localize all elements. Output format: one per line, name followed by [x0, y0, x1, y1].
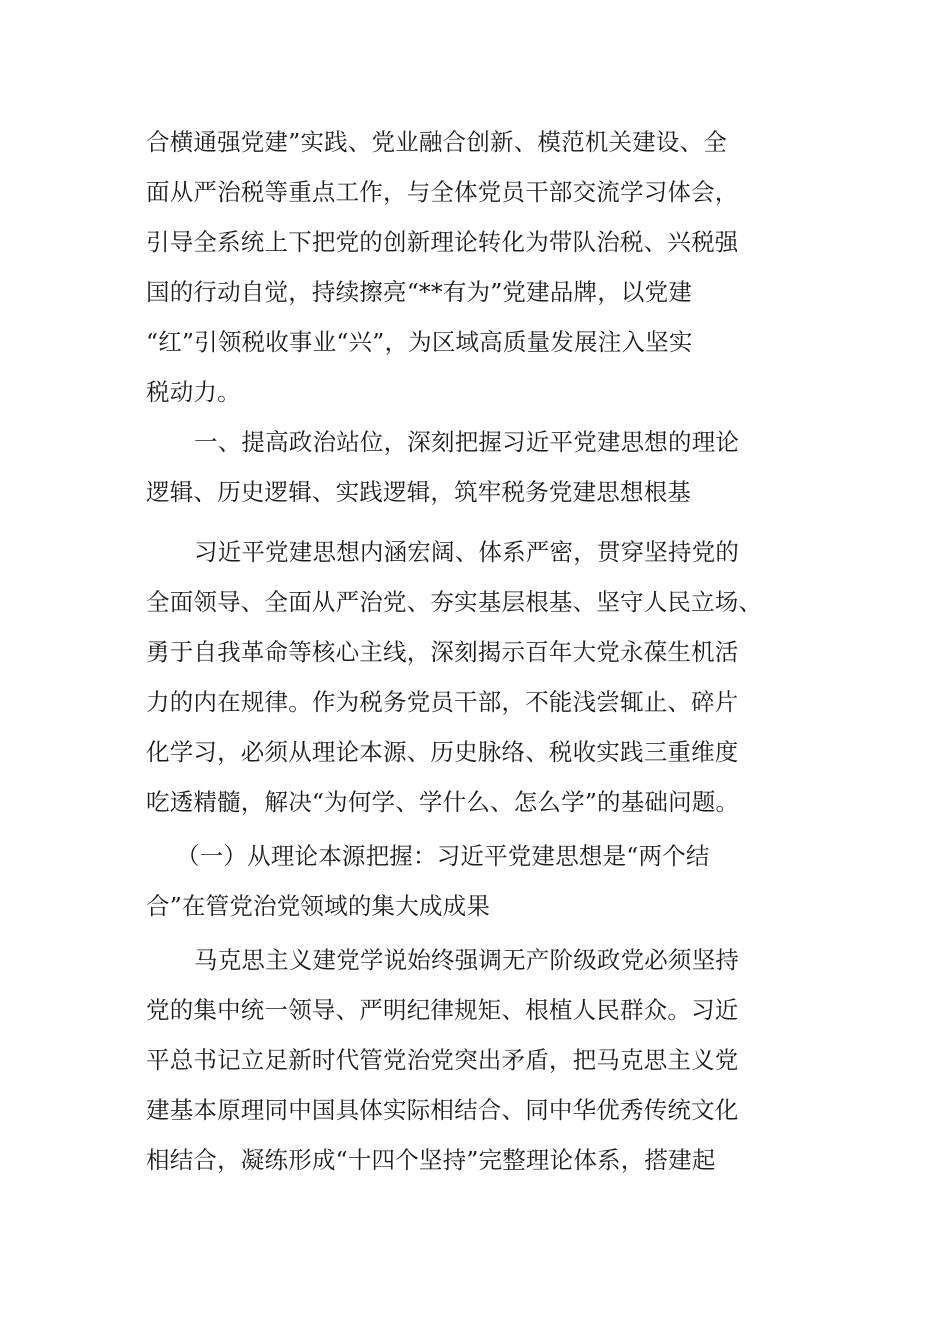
body-text-line: 建基本原理同中国具体实际相结合、同中华优秀传统文化: [146, 1096, 739, 1124]
subsection-heading-line: 合”在管党治党领域的集大成成果: [146, 892, 491, 920]
body-text-line: 面从严治税等重点工作，与全体党员干部交流学习体会，: [146, 178, 739, 206]
body-text-line: 吃透精髓，解决“为何学、学什么、怎么学”的基础问题。: [146, 788, 740, 816]
section-heading-line: 逻辑、历史逻辑、实践逻辑，筑牢税务党建思想根基: [146, 478, 692, 506]
body-text-line: 合横通强党建”实践、党业融合创新、模范机关建设、全: [146, 128, 728, 156]
body-text-line: 相结合，凝练形成“十四个坚持”完整理论体系，搭建起: [146, 1146, 716, 1174]
body-text-line: 全面领导、全面从严治党、夯实基层根基、坚守人民立场、: [146, 588, 763, 616]
body-text-line: 勇于自我革命等核心主线，深刻揭示百年大党永葆生机活: [146, 638, 739, 666]
body-text-line: 税动力。: [146, 378, 241, 406]
body-text-line: 化学习，必须从理论本源、历史脉络、税收实践三重维度: [146, 738, 739, 766]
body-text-line: 党的集中统一领导、严明纪律规矩、根植人民群众。习近: [146, 996, 739, 1024]
body-text-line: 国的行动自觉，持续擦亮“**有为”党建品牌，以党建: [146, 278, 693, 306]
subsection-heading-line: （一）从理论本源把握：习近平党建思想是“两个结: [176, 842, 710, 870]
body-text-line: 习近平党建思想内涵宏阔、体系严密，贯穿坚持党的: [194, 538, 740, 566]
section-heading-line: 一、提高政治站位，深刻把握习近平党建思想的理论: [194, 428, 740, 456]
body-text-line: 引导全系统上下把党的创新理论转化为带队治税、兴税强: [146, 228, 739, 256]
body-text-line: “红”引领税收事业“兴”，为区域高质量发展注入坚实: [146, 328, 693, 356]
body-text-line: 平总书记立足新时代管党治党突出矛盾，把马克思主义党: [146, 1046, 739, 1074]
body-text-line: 力的内在规律。作为税务党员干部，不能浅尝辄止、碎片: [146, 688, 739, 716]
body-text-line: 马克思主义建党学说始终强调无产阶级政党必须坚持: [194, 946, 740, 974]
